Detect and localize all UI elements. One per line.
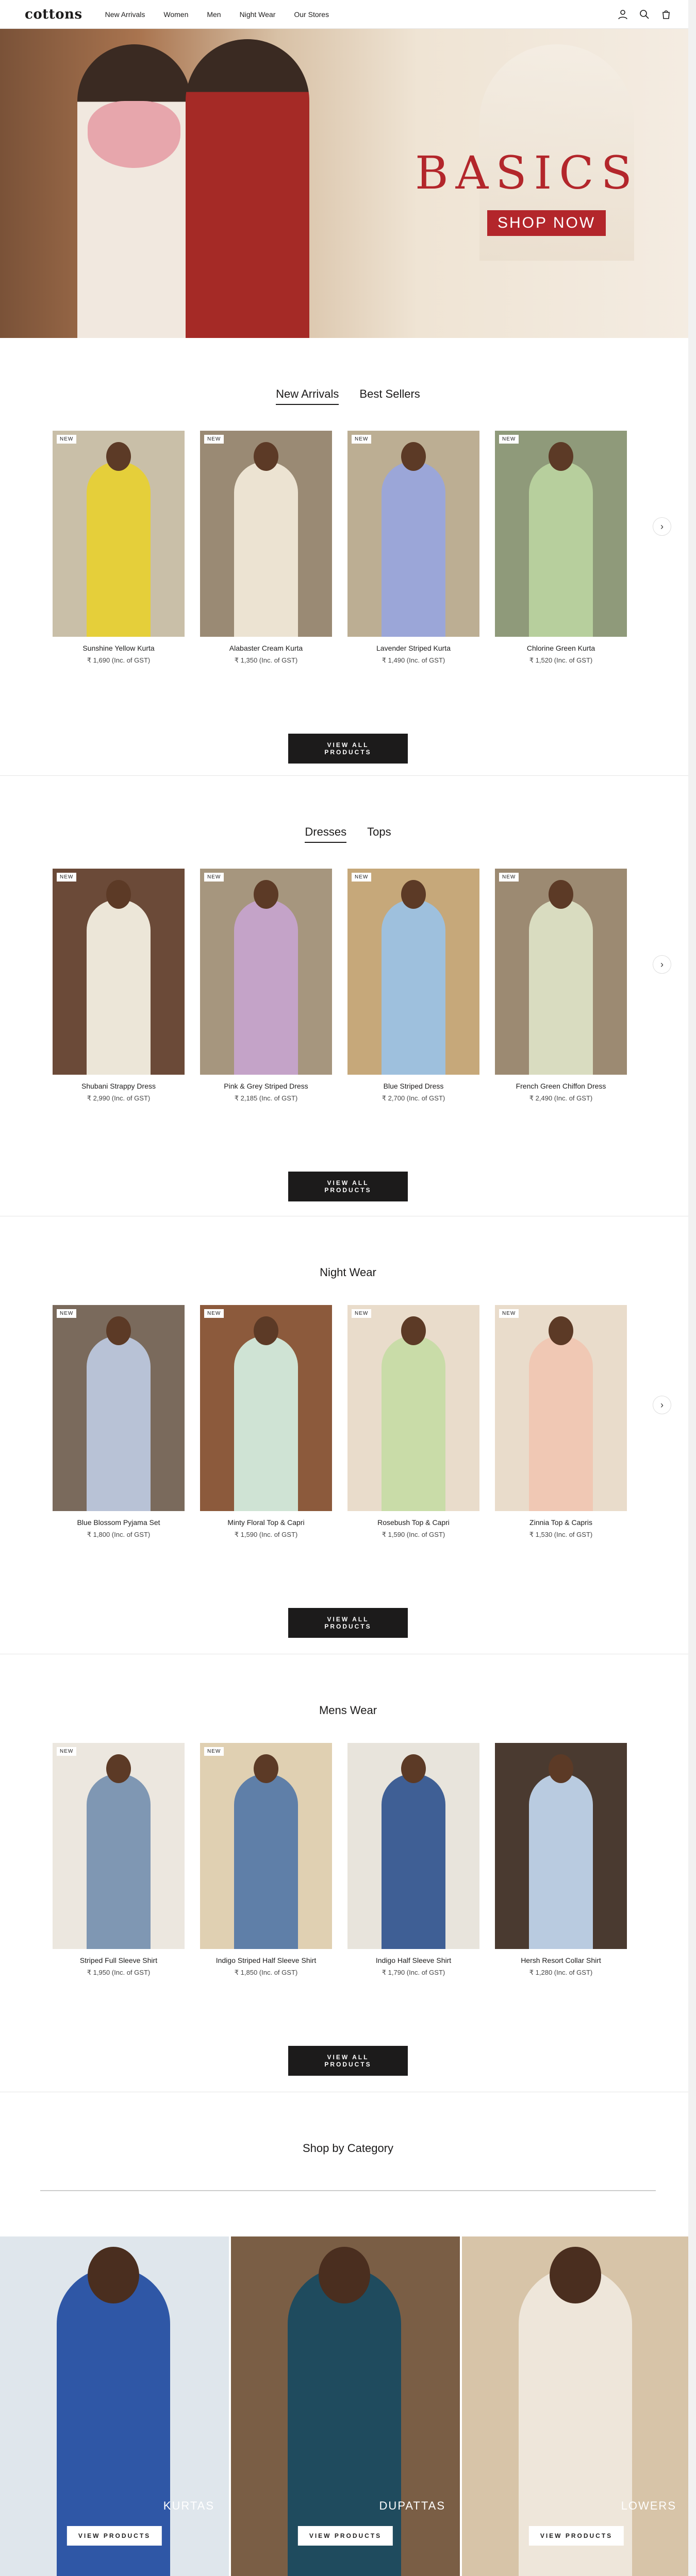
- new-badge: NEW: [57, 1309, 76, 1318]
- section-title: Shop by Category: [302, 2142, 394, 2155]
- category-tile-kurtas[interactable]: [0, 2236, 229, 2576]
- hero-model-right: [186, 39, 309, 338]
- product-card[interactable]: [200, 1743, 332, 1977]
- carousel-next-button[interactable]: ›: [653, 1396, 671, 1414]
- nav-item-new-arrivals[interactable]: New Arrivals: [105, 10, 145, 19]
- category-tile-dupattas[interactable]: [231, 2236, 460, 2576]
- product-price: ₹ 1,490 (Inc. of GST): [382, 656, 445, 664]
- product-image[interactable]: [495, 1743, 627, 1949]
- product-price: ₹ 1,590 (Inc. of GST): [382, 1531, 445, 1538]
- new-badge: NEW: [57, 1747, 76, 1756]
- product-card[interactable]: [495, 431, 627, 665]
- product-card[interactable]: [495, 869, 627, 1103]
- product-name[interactable]: Blue Blossom Pyjama Set: [77, 1518, 160, 1527]
- nav-item-men[interactable]: Men: [207, 10, 221, 19]
- hero-banner[interactable]: [0, 29, 696, 338]
- product-card[interactable]: [347, 1743, 479, 1977]
- product-name[interactable]: Striped Full Sleeve Shirt: [79, 1956, 158, 1964]
- product-card[interactable]: [53, 431, 185, 665]
- divider: [40, 2190, 656, 2191]
- new-badge: NEW: [57, 435, 76, 444]
- category-label: KURTAS: [163, 2499, 214, 2512]
- tab-dresses[interactable]: Dresses: [305, 825, 346, 843]
- product-price: ₹ 1,950 (Inc. of GST): [87, 1969, 151, 1976]
- product-name[interactable]: Alabaster Cream Kurta: [229, 644, 303, 652]
- view-products-button[interactable]: VIEW PRODUCTS: [67, 2526, 162, 2546]
- new-badge: NEW: [204, 873, 224, 882]
- product-image[interactable]: [495, 869, 627, 1075]
- tab-best-sellers[interactable]: Best Sellers: [359, 387, 420, 400]
- product-grid: [0, 1743, 696, 1977]
- product-card[interactable]: [53, 869, 185, 1103]
- header-icons: [618, 9, 671, 20]
- product-price: ₹ 1,350 (Inc. of GST): [234, 656, 298, 664]
- product-image[interactable]: [53, 869, 185, 1075]
- mens-wear-section: [0, 1654, 696, 2092]
- product-name[interactable]: Minty Floral Top & Capri: [227, 1518, 305, 1527]
- category-tile-lowers[interactable]: [462, 2236, 691, 2576]
- dresses-section: [0, 776, 696, 1216]
- product-price: ₹ 1,800 (Inc. of GST): [87, 1531, 151, 1538]
- product-price: ₹ 1,530 (Inc. of GST): [529, 1531, 593, 1538]
- user-icon[interactable]: [618, 9, 628, 20]
- logo[interactable]: cottons: [25, 6, 82, 22]
- product-image[interactable]: [495, 431, 627, 637]
- product-price: ₹ 2,700 (Inc. of GST): [382, 1094, 445, 1102]
- view-products-button[interactable]: VIEW PRODUCTS: [298, 2526, 393, 2546]
- product-card[interactable]: [200, 431, 332, 665]
- nav-item-our-stores[interactable]: Our Stores: [294, 10, 329, 19]
- product-grid: [0, 1305, 696, 1539]
- product-grid: [0, 431, 696, 665]
- product-price: ₹ 2,990 (Inc. of GST): [87, 1094, 151, 1102]
- product-price: ₹ 2,490 (Inc. of GST): [529, 1094, 593, 1102]
- product-name[interactable]: Rosebush Top & Capri: [377, 1518, 450, 1527]
- product-card[interactable]: [347, 869, 479, 1103]
- hero-model-left: [77, 44, 191, 338]
- product-price: ₹ 1,850 (Inc. of GST): [234, 1969, 298, 1976]
- scrollbar[interactable]: [688, 0, 696, 2576]
- category-label: DUPATTAS: [379, 2499, 445, 2512]
- new-badge: NEW: [352, 1309, 371, 1318]
- product-image[interactable]: [347, 1305, 479, 1511]
- night-wear-section: [0, 1216, 696, 1654]
- view-all-products-button[interactable]: VIEW ALL PRODUCTS: [288, 2046, 408, 2076]
- new-arrivals-section: [0, 338, 696, 776]
- product-card[interactable]: [495, 1743, 627, 1977]
- product-price: ₹ 2,185 (Inc. of GST): [234, 1094, 298, 1102]
- product-name[interactable]: Indigo Half Sleeve Shirt: [375, 1956, 452, 1964]
- product-card[interactable]: [495, 1305, 627, 1539]
- product-name[interactable]: Shubani Strappy Dress: [81, 1082, 156, 1090]
- product-image[interactable]: [53, 431, 185, 637]
- new-badge: NEW: [204, 1747, 224, 1756]
- nav-item-women[interactable]: Women: [163, 10, 189, 19]
- product-price: ₹ 1,280 (Inc. of GST): [529, 1969, 593, 1976]
- shop-by-category-header: [0, 2092, 696, 2236]
- product-name[interactable]: Lavender Striped Kurta: [376, 644, 451, 652]
- view-all-products-button[interactable]: VIEW ALL PRODUCTS: [288, 1608, 408, 1638]
- new-badge: NEW: [499, 435, 519, 444]
- product-image[interactable]: [200, 431, 332, 637]
- product-name[interactable]: Pink & Grey Striped Dress: [224, 1082, 308, 1090]
- product-name[interactable]: Sunshine Yellow Kurta: [82, 644, 155, 652]
- product-tabs: [0, 825, 696, 843]
- product-price: ₹ 1,590 (Inc. of GST): [234, 1531, 298, 1538]
- product-card[interactable]: [347, 1305, 479, 1539]
- cart-icon[interactable]: [661, 9, 671, 20]
- product-name[interactable]: Chlorine Green Kurta: [526, 644, 595, 652]
- product-image[interactable]: [495, 1305, 627, 1511]
- view-products-button[interactable]: VIEW PRODUCTS: [529, 2526, 624, 2546]
- product-name[interactable]: Hersh Resort Collar Shirt: [521, 1956, 601, 1964]
- product-grid: [0, 869, 696, 1103]
- shop-now-button[interactable]: SHOP NOW: [487, 210, 606, 236]
- product-image[interactable]: [53, 1305, 185, 1511]
- product-name[interactable]: Blue Striped Dress: [383, 1082, 444, 1090]
- product-image[interactable]: [200, 1743, 332, 1949]
- search-icon[interactable]: [639, 9, 650, 20]
- new-badge: NEW: [499, 873, 519, 882]
- product-image[interactable]: [347, 869, 479, 1075]
- new-badge: NEW: [57, 873, 76, 882]
- new-badge: NEW: [204, 435, 224, 444]
- carousel-next-button[interactable]: ›: [653, 517, 671, 536]
- tab-tops[interactable]: Tops: [367, 825, 391, 838]
- product-card[interactable]: [200, 1305, 332, 1539]
- section-title: Mens Wear: [319, 1704, 377, 1717]
- product-name[interactable]: Indigo Striped Half Sleeve Shirt: [216, 1956, 317, 1964]
- section-title: Night Wear: [320, 1266, 376, 1279]
- product-image[interactable]: [200, 1305, 332, 1511]
- product-image[interactable]: [53, 1743, 185, 1949]
- product-image[interactable]: [347, 431, 479, 637]
- product-card[interactable]: [347, 431, 479, 665]
- new-badge: NEW: [352, 435, 371, 444]
- tab-new-arrivals[interactable]: New Arrivals: [276, 387, 339, 405]
- product-price: ₹ 1,790 (Inc. of GST): [382, 1969, 445, 1976]
- nav-item-night-wear[interactable]: Night Wear: [239, 10, 276, 19]
- product-image[interactable]: [347, 1743, 479, 1949]
- product-name[interactable]: French Green Chiffon Dress: [516, 1082, 606, 1090]
- view-all-products-button[interactable]: VIEW ALL PRODUCTS: [288, 1172, 408, 1201]
- product-card[interactable]: [53, 1743, 185, 1977]
- product-card[interactable]: [200, 869, 332, 1103]
- view-all-products-button[interactable]: VIEW ALL PRODUCTS: [288, 734, 408, 764]
- main-nav: [105, 10, 329, 19]
- product-price: ₹ 1,520 (Inc. of GST): [529, 656, 593, 664]
- new-badge: NEW: [352, 873, 371, 882]
- new-badge: NEW: [499, 1309, 519, 1318]
- product-tabs: [0, 387, 696, 405]
- category-grid: [0, 2236, 696, 2576]
- product-card[interactable]: [53, 1305, 185, 1539]
- product-price: ₹ 1,690 (Inc. of GST): [87, 656, 151, 664]
- product-name[interactable]: Zinnia Top & Capris: [529, 1518, 592, 1527]
- product-image[interactable]: [200, 869, 332, 1075]
- site-header: [0, 0, 696, 29]
- hero-title: BASICS: [415, 146, 639, 199]
- category-label: LOWERS: [621, 2499, 676, 2512]
- new-badge: NEW: [204, 1309, 224, 1318]
- carousel-next-button[interactable]: ›: [653, 955, 671, 974]
